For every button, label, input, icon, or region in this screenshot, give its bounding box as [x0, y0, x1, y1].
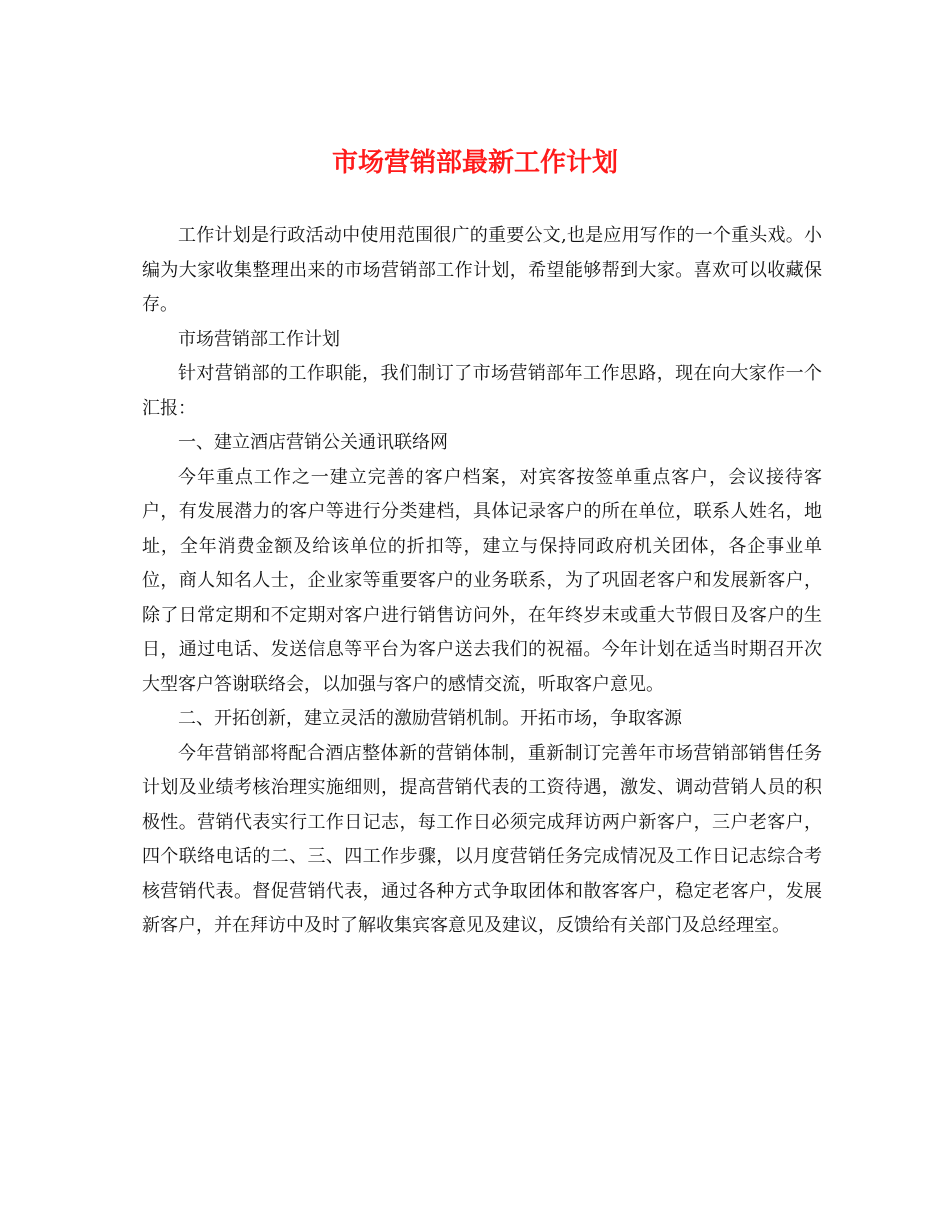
- body-paragraph: 今年营销部将配合酒店整体新的营销体制，重新制订完善年市场营销部销售任务计划及业绩考核治理实施细则，提高营销代表的工资待遇，激发、调动营销人员的积极性。营销代表实行工作日记志，每工作日必须完成拜访两户新客户，三户老客户，四个联络电话的二、三、四工作步骤，以月度营销任务完成情况及工作日记志综合考核营销代表。督促营销代表，通过各种方式争取团体和散客客户，稳定老客户，发展新客户，并在拜访中及时了解收集宾客意见及建议，反馈给有关部门及总经理室。: [142, 742, 822, 936]
- section-heading: 市场营销部工作计划: [178, 328, 340, 350]
- section-heading: 二、开拓创新，建立灵活的激励营销机制。开拓市场，争取客源: [178, 708, 682, 729]
- document-body: [142, 219, 822, 944]
- intro-paragraph: 工作计划是行政活动中使用范围很广的重要公文,也是应用写作的一个重头戏。小编为大家收集整理出来的市场营销部工作计划，希望能够帮到大家。喜欢可以收藏保存。: [142, 225, 822, 315]
- body-paragraph: 针对营销部的工作职能，我们制订了市场营销部年工作思路，现在向大家作一个汇报：: [142, 363, 822, 419]
- section-heading: 一、建立酒店营销公关通讯联络网: [178, 432, 448, 453]
- document-title: 市场营销部最新工作计划: [331, 148, 618, 178]
- body-paragraph: 今年重点工作之一建立完善的客户档案，对宾客按签单重点客户，会议接待客户，有发展潜力的客户等进行分类建档，具体记录客户的所在单位，联系人姓名，地址，全年消费金额及给该单位的折扣等，建立与保持同政府机关团体，各企事业单位，商人知名人士，企业家等重要客户的业务联系，为了巩固老客户和发展新客户，除了日常定期和不定期对客户进行销售访问外，在年终岁末或重大节假日及客户的生日，通过电话、发送信息等平台为客户送去我们的祝福。今年计划在适当时期召开次大型客户答谢联络会，以加强与客户的感情交流，听取客户意见。: [142, 466, 822, 695]
